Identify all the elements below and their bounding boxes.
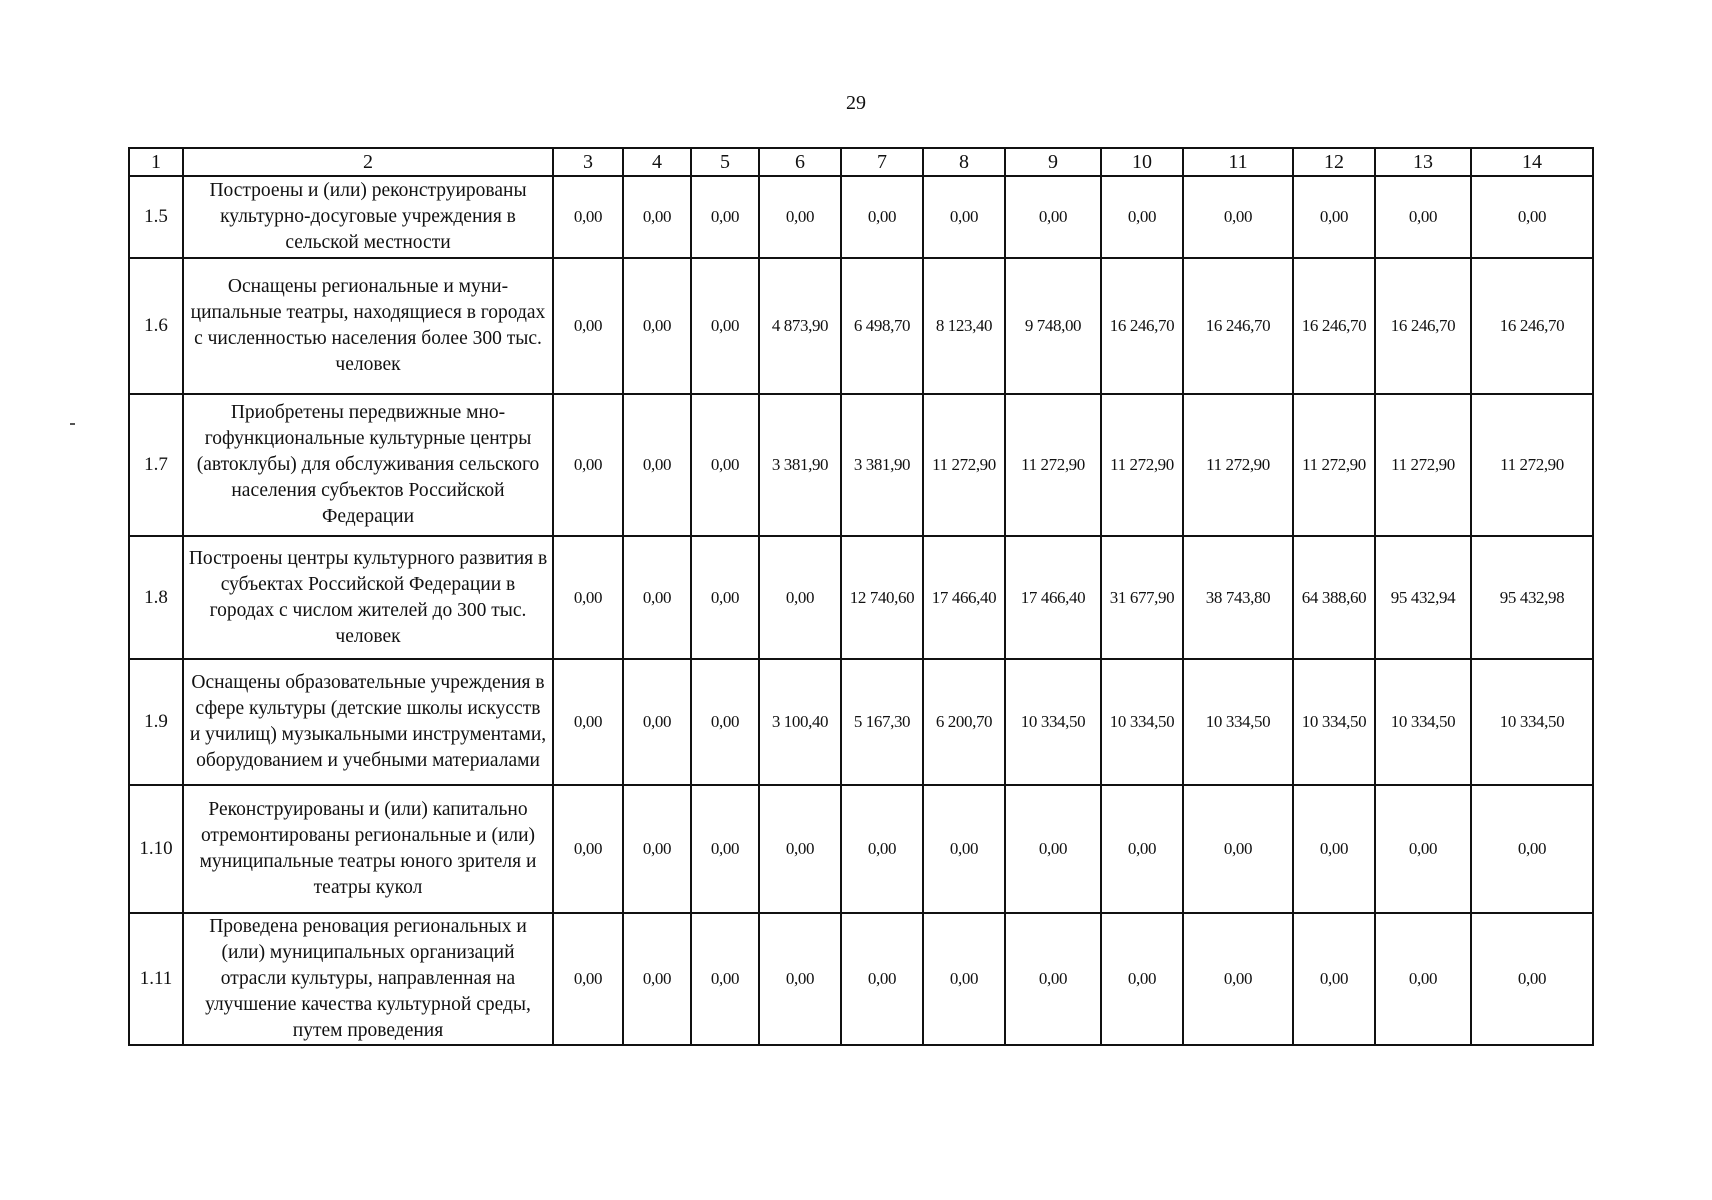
table-header	[129, 148, 1593, 176]
value-cell-col-7: 0,00	[841, 785, 923, 913]
value-cell-col-4: 0,00	[623, 913, 691, 1045]
value-cell-col-10: 0,00	[1101, 785, 1183, 913]
table-row	[129, 176, 1593, 258]
value-cell-col-5: 0,00	[691, 536, 759, 659]
value-cell-col-6: 3 381,90	[759, 394, 841, 536]
value-cell-col-4: 0,00	[623, 394, 691, 536]
value-cell-col-3: 0,00	[553, 176, 623, 258]
value-cell-col-3: 0,00	[553, 258, 623, 394]
value-cell-col-12: 11 272,90	[1293, 394, 1375, 536]
value-cell-col-14: 11 272,90	[1471, 394, 1593, 536]
value-cell-col-5: 0,00	[691, 258, 759, 394]
value-cell-col-13: 10 334,50	[1375, 659, 1471, 785]
value-cell-col-11: 38 743,80	[1183, 536, 1293, 659]
row-number: 1.9	[129, 659, 183, 785]
value-cell-col-12: 10 334,50	[1293, 659, 1375, 785]
row-description: Приобретены передвижные многофункциональные культурные центры (автоклубы) для обслуживания сельского населения субъектов Российской Федерации	[183, 394, 553, 536]
value-cell-col-9: 0,00	[1005, 913, 1101, 1045]
value-cell-col-5: 0,00	[691, 659, 759, 785]
row-number: 1.11	[129, 913, 183, 1045]
value-cell-col-13: 0,00	[1375, 785, 1471, 913]
value-cell-col-13: 16 246,70	[1375, 258, 1471, 394]
column-header-6: 6	[759, 148, 841, 176]
value-cell-col-8: 0,00	[923, 176, 1005, 258]
table-body	[129, 176, 1593, 1045]
value-cell-col-10: 10 334,50	[1101, 659, 1183, 785]
value-cell-col-8: 0,00	[923, 913, 1005, 1045]
value-cell-col-10: 31 677,90	[1101, 536, 1183, 659]
value-cell-col-12: 0,00	[1293, 785, 1375, 913]
value-cell-col-5: 0,00	[691, 394, 759, 536]
value-cell-col-9: 17 466,40	[1005, 536, 1101, 659]
value-cell-col-12: 0,00	[1293, 176, 1375, 258]
value-cell-col-14: 0,00	[1471, 176, 1593, 258]
column-header-7: 7	[841, 148, 923, 176]
row-number: 1.10	[129, 785, 183, 913]
value-cell-col-14: 10 334,50	[1471, 659, 1593, 785]
table-row	[129, 659, 1593, 785]
value-cell-col-5: 0,00	[691, 176, 759, 258]
row-number: 1.8	[129, 536, 183, 659]
value-cell-col-11: 0,00	[1183, 176, 1293, 258]
value-cell-col-9: 0,00	[1005, 785, 1101, 913]
value-cell-col-14: 16 246,70	[1471, 258, 1593, 394]
table-row	[129, 258, 1593, 394]
value-cell-col-13: 11 272,90	[1375, 394, 1471, 536]
column-header-2: 2	[183, 148, 553, 176]
value-cell-col-3: 0,00	[553, 536, 623, 659]
value-cell-col-6: 0,00	[759, 536, 841, 659]
value-cell-col-4: 0,00	[623, 258, 691, 394]
value-cell-col-4: 0,00	[623, 659, 691, 785]
value-cell-col-9: 11 272,90	[1005, 394, 1101, 536]
value-cell-col-11: 16 246,70	[1183, 258, 1293, 394]
value-cell-col-3: 0,00	[553, 394, 623, 536]
row-description: Проведена реновация региональных и (или) муниципальных организаций отрасли культуры, направленная на улучшение качества культурной среды, путем проведения	[183, 913, 553, 1045]
column-header-13: 13	[1375, 148, 1471, 176]
scan-speck	[70, 423, 75, 425]
value-cell-col-7: 12 740,60	[841, 536, 923, 659]
value-cell-col-13: 0,00	[1375, 176, 1471, 258]
value-cell-col-8: 8 123,40	[923, 258, 1005, 394]
value-cell-col-8: 0,00	[923, 785, 1005, 913]
value-cell-col-11: 0,00	[1183, 785, 1293, 913]
value-cell-col-7: 5 167,30	[841, 659, 923, 785]
value-cell-col-11: 10 334,50	[1183, 659, 1293, 785]
value-cell-col-9: 10 334,50	[1005, 659, 1101, 785]
value-cell-col-7: 0,00	[841, 913, 923, 1045]
value-cell-col-12: 0,00	[1293, 913, 1375, 1045]
value-cell-col-12: 16 246,70	[1293, 258, 1375, 394]
value-cell-col-8: 11 272,90	[923, 394, 1005, 536]
value-cell-col-9: 0,00	[1005, 176, 1101, 258]
column-header-4: 4	[623, 148, 691, 176]
row-description: Оснащены образовательные учреждения в сфере культуры (детские школы искусств и училищ) музыкальными инструментами, оборудованием и учебными материалами	[183, 659, 553, 785]
column-header-9: 9	[1005, 148, 1101, 176]
column-header-10: 10	[1101, 148, 1183, 176]
value-cell-col-5: 0,00	[691, 913, 759, 1045]
value-cell-col-10: 16 246,70	[1101, 258, 1183, 394]
table-row	[129, 785, 1593, 913]
value-cell-col-11: 11 272,90	[1183, 394, 1293, 536]
column-header-8: 8	[923, 148, 1005, 176]
column-header-3: 3	[553, 148, 623, 176]
value-cell-col-4: 0,00	[623, 785, 691, 913]
row-number: 1.6	[129, 258, 183, 394]
value-cell-col-6: 3 100,40	[759, 659, 841, 785]
column-header-1: 1	[129, 148, 183, 176]
value-cell-col-5: 0,00	[691, 785, 759, 913]
value-cell-col-3: 0,00	[553, 659, 623, 785]
value-cell-col-6: 0,00	[759, 785, 841, 913]
value-cell-col-6: 0,00	[759, 913, 841, 1045]
header-row	[129, 148, 1593, 176]
value-cell-col-11: 0,00	[1183, 913, 1293, 1045]
value-cell-col-10: 0,00	[1101, 913, 1183, 1045]
value-cell-col-3: 0,00	[553, 785, 623, 913]
row-description: Реконструированы и (или) капитально отремонтированы региональные и (или) муниципальные театры юного зрителя и театры кукол	[183, 785, 553, 913]
value-cell-col-7: 3 381,90	[841, 394, 923, 536]
column-header-14: 14	[1471, 148, 1593, 176]
data-table	[128, 147, 1594, 1046]
value-cell-col-8: 17 466,40	[923, 536, 1005, 659]
row-description: Построены и (или) реконструированы культурно-досуговые учреждения в сельской местности	[183, 176, 553, 258]
row-number: 1.5	[129, 176, 183, 258]
row-number: 1.7	[129, 394, 183, 536]
value-cell-col-9: 9 748,00	[1005, 258, 1101, 394]
table-row	[129, 913, 1593, 1045]
value-cell-col-7: 0,00	[841, 176, 923, 258]
value-cell-col-3: 0,00	[553, 913, 623, 1045]
value-cell-col-7: 6 498,70	[841, 258, 923, 394]
value-cell-col-10: 11 272,90	[1101, 394, 1183, 536]
value-cell-col-8: 6 200,70	[923, 659, 1005, 785]
column-header-11: 11	[1183, 148, 1293, 176]
value-cell-col-14: 0,00	[1471, 913, 1593, 1045]
value-cell-col-6: 0,00	[759, 176, 841, 258]
value-cell-col-12: 64 388,60	[1293, 536, 1375, 659]
value-cell-col-13: 0,00	[1375, 913, 1471, 1045]
value-cell-col-4: 0,00	[623, 176, 691, 258]
value-cell-col-6: 4 873,90	[759, 258, 841, 394]
page-number: 29	[846, 92, 866, 114]
value-cell-col-14: 95 432,98	[1471, 536, 1593, 659]
table-row	[129, 394, 1593, 536]
value-cell-col-10: 0,00	[1101, 176, 1183, 258]
value-cell-col-13: 95 432,94	[1375, 536, 1471, 659]
value-cell-col-4: 0,00	[623, 536, 691, 659]
column-header-12: 12	[1293, 148, 1375, 176]
row-description: Оснащены региональные и муниципальные театры, находящиеся в городах с численностью населения более 300 тыс. человек	[183, 258, 553, 394]
table-row	[129, 536, 1593, 659]
row-description: Построены центры культурного развития в субъектах Российской Федерации в городах с числом жителей до 300 тыс. человек	[183, 536, 553, 659]
column-header-5: 5	[691, 148, 759, 176]
value-cell-col-14: 0,00	[1471, 785, 1593, 913]
